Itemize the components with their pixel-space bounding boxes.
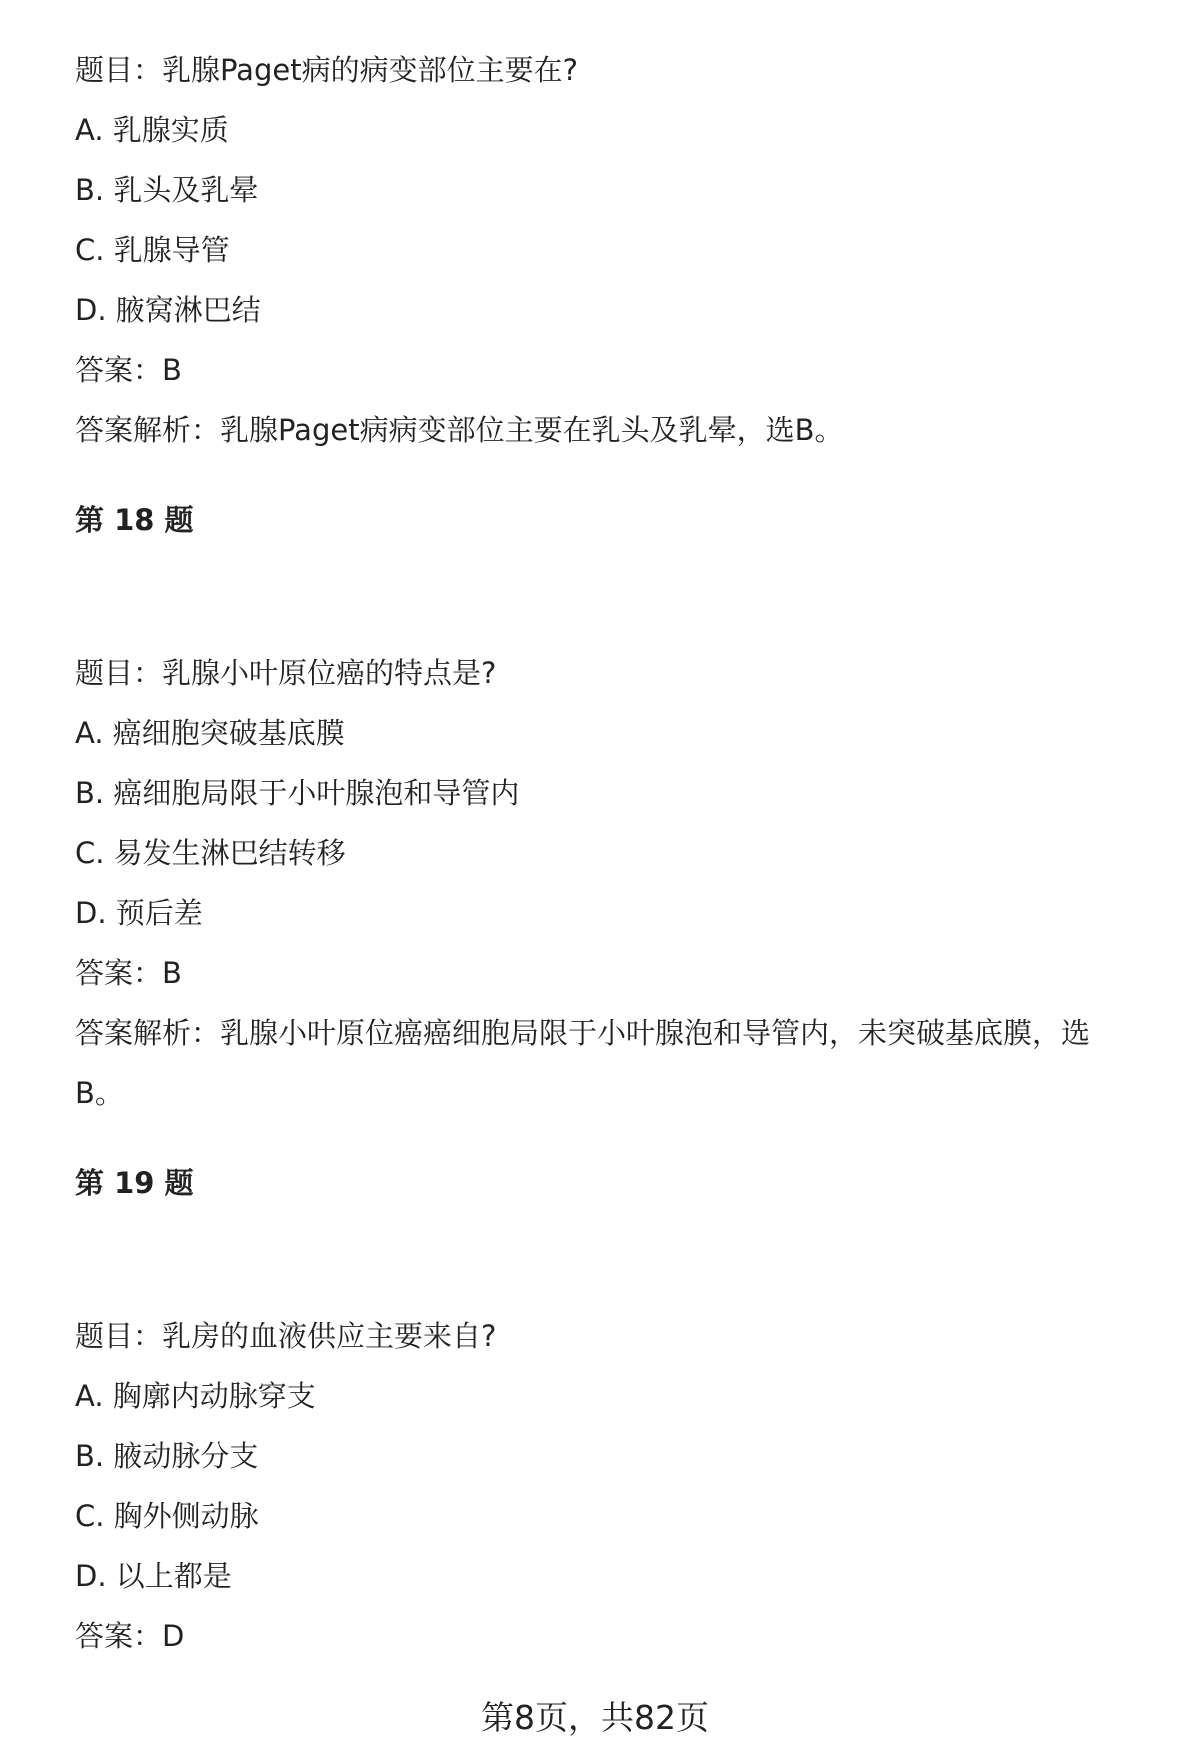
option-d: D. 以上都是 [75,1559,232,1593]
question-text: 题目：乳房的血液供应主要来自? [75,1319,497,1353]
answer-text: 答案：B [75,353,182,387]
option-b: B. 乳头及乳晕 [75,173,259,207]
option-c: C. 胸外侧动脉 [75,1499,259,1533]
option-a: A. 癌细胞突破基底膜 [75,716,345,750]
option-a: A. 胸廓内动脉穿支 [75,1379,316,1413]
option-b: B. 癌细胞局限于小叶腺泡和导管内 [75,776,520,810]
explanation-text: 答案解析：乳腺Paget病病变部位主要在乳头及乳晕，选B。 [75,413,844,447]
option-b: B. 腋动脉分支 [75,1439,259,1473]
question-heading: 第 18 题 [75,503,194,537]
option-d: D. 腋窝淋巴结 [75,293,261,327]
question-text: 题目：乳腺小叶原位癌的特点是? [75,656,497,690]
option-a: A. 乳腺实质 [75,113,229,147]
option-c: C. 乳腺导管 [75,233,230,267]
explanation-text-continued: B。 [75,1076,124,1110]
question-text: 题目：乳腺Paget病的病变部位主要在? [75,53,578,87]
answer-text: 答案：D [75,1619,185,1653]
option-c: C. 易发生淋巴结转移 [75,836,346,870]
question-heading: 第 19 题 [75,1166,194,1200]
page-number: 第8页，共82页 [481,1698,709,1737]
answer-text: 答案：B [75,956,182,990]
explanation-text: 答案解析：乳腺小叶原位癌癌细胞局限于小叶腺泡和导管内，未突破基底膜，选 [75,1016,1091,1050]
option-d: D. 预后差 [75,896,203,930]
